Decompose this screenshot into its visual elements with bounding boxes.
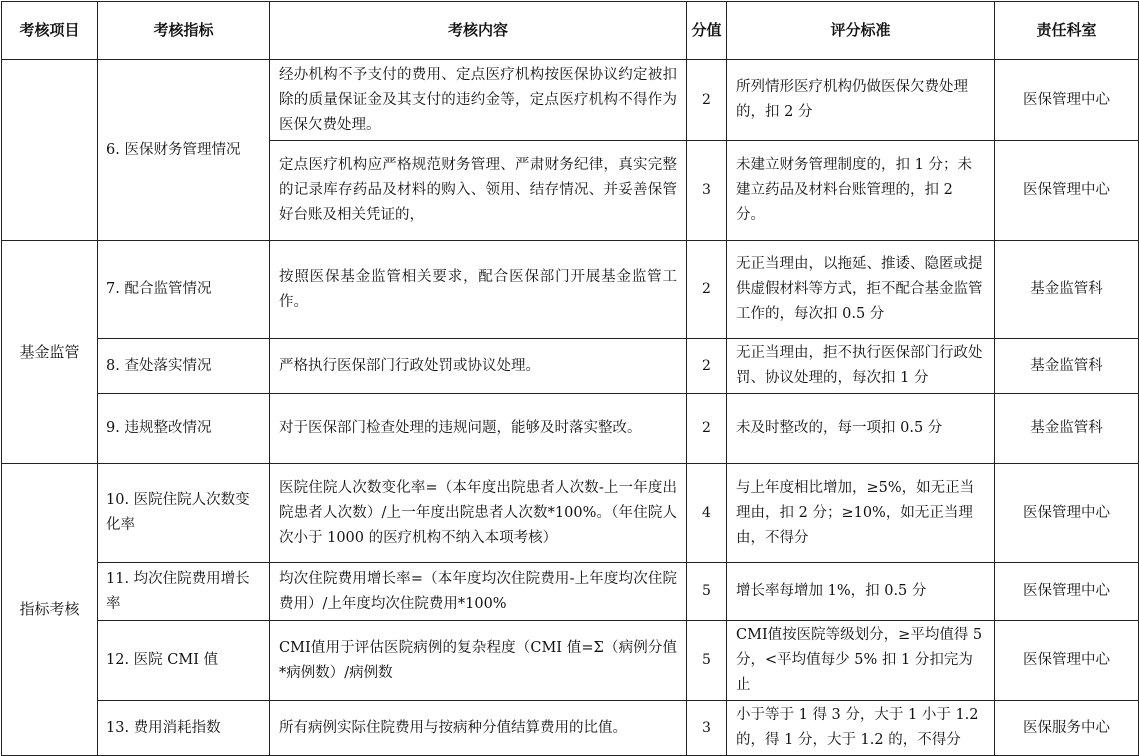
- standard-cell: 无正当理由，拒不执行医保部门行政处罚、协议处理的，每次扣 1 分: [727, 339, 995, 394]
- table-row: [2, 60, 1139, 141]
- header-row: [2, 2, 1139, 60]
- table-row: [2, 241, 1139, 339]
- department-cell: 医保管理中心: [995, 141, 1139, 241]
- standard-cell: 无正当理由，以拖延、推诿、隐匿或提供虚假材料等方式，拒不配合基金监管工作的，每次扣 0.5 分: [727, 241, 995, 339]
- table-row: [2, 563, 1139, 621]
- score-cell: 3: [687, 141, 727, 241]
- table-row: [2, 621, 1139, 701]
- table-row: [2, 464, 1139, 563]
- department-cell: 医保管理中心: [995, 563, 1139, 621]
- category-cell-fund: 基金监管: [2, 241, 98, 464]
- standard-cell: 增长率每增加 1%，扣 0.5 分: [727, 563, 995, 621]
- score-cell: 4: [687, 464, 727, 563]
- category-cell-empty: [2, 60, 98, 241]
- standard-cell: 所列情形医疗机构仍做医保欠费处理的，扣 2 分: [727, 60, 995, 141]
- content-cell: 严格执行医保部门行政处罚或协议处理。: [270, 339, 687, 394]
- department-cell: 医保服务中心: [995, 701, 1139, 756]
- indicator-cell: 7. 配合监管情况: [98, 241, 270, 339]
- score-cell: 2: [687, 394, 727, 464]
- header-content: 考核内容: [270, 2, 687, 60]
- score-cell: 2: [687, 241, 727, 339]
- standard-cell: 未建立财务管理制度的，扣 1 分；未建立药品及材料台账管理的，扣 2 分。: [727, 141, 995, 241]
- header-item: 考核项目: [2, 2, 98, 60]
- department-cell: 医保管理中心: [995, 621, 1139, 701]
- score-cell: 5: [687, 563, 727, 621]
- standard-cell: 小于等于 1 得 3 分，大于 1 小于 1.2 的，得 1 分，大于 1.2 的，不得分: [727, 701, 995, 756]
- indicator-cell: 13. 费用消耗指数: [98, 701, 270, 756]
- table-row: [2, 394, 1139, 464]
- header-standard: 评分标准: [727, 2, 995, 60]
- indicator-cell: 10. 医院住院人次数变化率: [98, 464, 270, 563]
- department-cell: 基金监管科: [995, 241, 1139, 339]
- score-cell: 2: [687, 60, 727, 141]
- department-cell: 医保管理中心: [995, 464, 1139, 563]
- content-cell: 经办机构不予支付的费用、定点医疗机构按医保协议约定被扣除的质量保证金及其支付的违约金等，定点医疗机构不得作为医保欠费处理。: [270, 60, 687, 141]
- standard-cell: CMI值按医院等级划分，≥平均值得 5分，<平均值每少 5% 扣 1 分扣完为止: [727, 621, 995, 701]
- table-row: [2, 339, 1139, 394]
- indicator-cell: 6. 医保财务管理情况: [98, 60, 270, 241]
- content-cell: 医院住院人次数变化率=（本年度出院患者人次数-上一年度出院患者人次数）/上一年度出院患者人次数*100%。（年住院人次小于 1000 的医疗机构不纳入本项考核）: [270, 464, 687, 563]
- department-cell: 基金监管科: [995, 394, 1139, 464]
- table-row: [2, 701, 1139, 756]
- standard-cell: 与上年度相比增加，≥5%，如无正当理由，扣 2 分；≥10%，如无正当理由，不得分: [727, 464, 995, 563]
- content-cell: 均次住院费用增长率=（本年度均次住院费用-上年度均次住院费用）/上年度均次住院费用*100%: [270, 563, 687, 621]
- content-cell: 按照医保基金监管相关要求，配合医保部门开展基金监管工作。: [270, 241, 687, 339]
- indicator-cell: 9. 违规整改情况: [98, 394, 270, 464]
- standard-cell: 未及时整改的，每一项扣 0.5 分: [727, 394, 995, 464]
- content-cell: 对于医保部门检查处理的违规问题，能够及时落实整改。: [270, 394, 687, 464]
- category-cell-index: 指标考核: [2, 464, 98, 756]
- indicator-cell: 12. 医院 CMI 值: [98, 621, 270, 701]
- header-department: 责任科室: [995, 2, 1139, 60]
- assessment-table: [1, 1, 1139, 756]
- department-cell: 基金监管科: [995, 339, 1139, 394]
- content-cell: 定点医疗机构应严格规范财务管理、严肃财务纪律，真实完整的记录库存药品及材料的购入、领用、结存情况、并妥善保管好台账及相关凭证的，: [270, 141, 687, 241]
- header-score: 分值: [687, 2, 727, 60]
- header-indicator: 考核指标: [98, 2, 270, 60]
- content-cell: 所有病例实际住院费用与按病种分值结算费用的比值。: [270, 701, 687, 756]
- indicator-cell: 8. 查处落实情况: [98, 339, 270, 394]
- score-cell: 2: [687, 339, 727, 394]
- score-cell: 3: [687, 701, 727, 756]
- indicator-cell: 11. 均次住院费用增长率: [98, 563, 270, 621]
- content-cell: CMI值用于评估医院病例的复杂程度（CMI 值=Σ（病例分值*病例数）/病例数: [270, 621, 687, 701]
- department-cell: 医保管理中心: [995, 60, 1139, 141]
- score-cell: 5: [687, 621, 727, 701]
